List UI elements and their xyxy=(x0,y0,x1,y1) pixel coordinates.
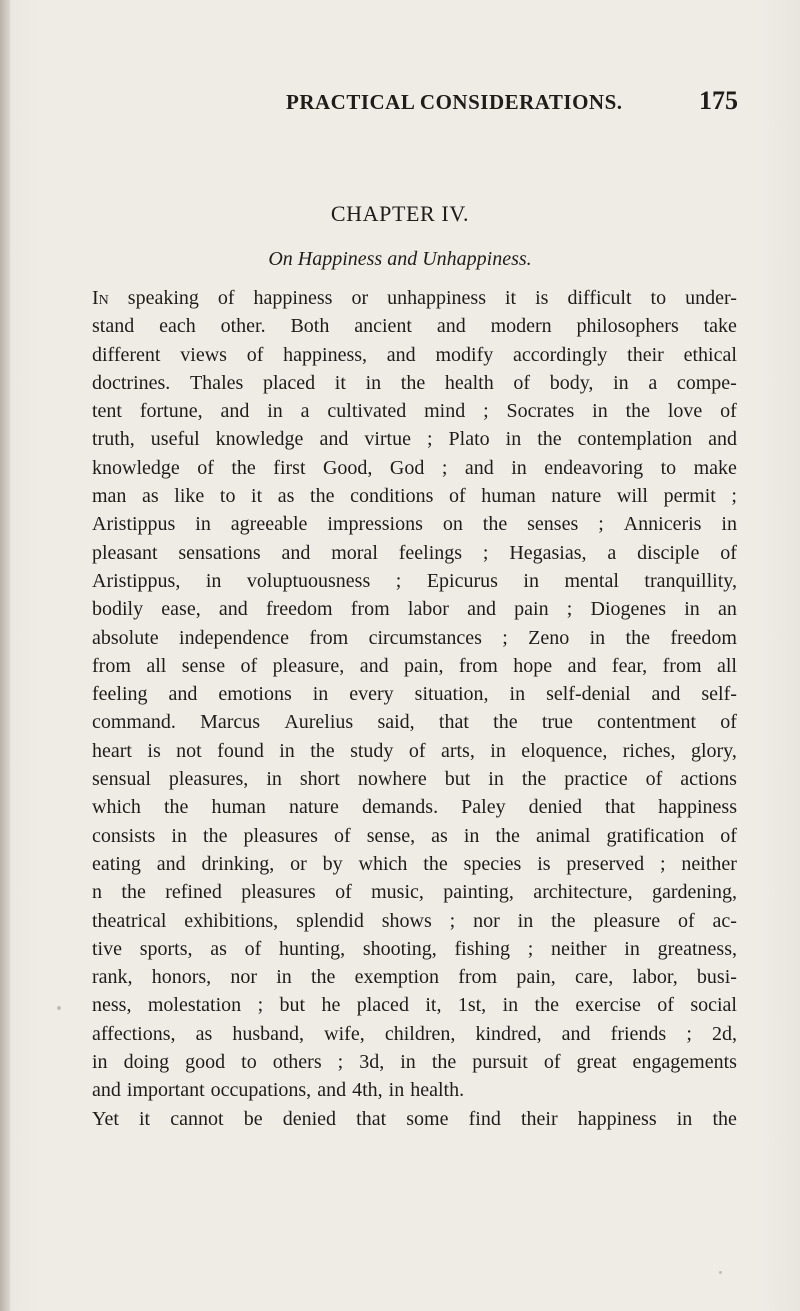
body-line: Yet it cannot be denied that some find their happiness in the xyxy=(92,1107,737,1130)
body-line: heart is not found in the study of arts, in eloquence, riches, glory, xyxy=(92,739,737,762)
body-line: tive sports, as of hunting, shooting, fishing ; neither in greatness, xyxy=(92,937,737,960)
body-line: eating and drinking, or by which the species is preserved ; neither xyxy=(92,852,737,875)
body-line: man as like to it as the conditions of human nature will permit ; xyxy=(92,485,737,508)
body-line: rank, honors, nor in the exemption from pain, care, labor, busi- xyxy=(92,966,737,989)
body-line: consists in the pleasures of sense, as in the animal gratification of xyxy=(92,824,737,847)
page-gutter-shadow xyxy=(0,0,10,1311)
body-line: truth, useful knowledge and virtue ; Plato in the contemplation and xyxy=(92,428,737,451)
body-line: doctrines. Thales placed it in the health of body, in a compe- xyxy=(92,371,737,394)
body-line: in doing good to others ; 3d, in the pursuit of great engagements xyxy=(92,1051,737,1074)
body-line: different views of happiness, and modify accordingly their ethical xyxy=(92,343,737,366)
body-line: command. Marcus Aurelius said, that the true contentment of xyxy=(92,711,737,734)
body-line: affections, as husband, wife, children, kindred, and friends ; 2d, xyxy=(92,1022,737,1045)
body-line: bodily ease, and freedom from labor and pain ; Diogenes in an xyxy=(92,598,737,621)
running-head xyxy=(286,86,738,126)
body-line: tent fortune, and in a cultivated mind ; Socrates in the love of xyxy=(92,400,737,423)
body-line: which the human nature demands. Paley denied that happiness xyxy=(92,796,737,819)
body-line: sensual pleasures, in short nowhere but in the practice of actions xyxy=(92,768,737,791)
body-text xyxy=(92,284,737,1133)
body-line: Aristippus, in voluptuousness ; Epicurus in mental tranquillity, xyxy=(92,569,737,592)
body-line: from all sense of pleasure, and pain, from hope and fear, from all xyxy=(92,654,737,677)
body-line: absolute independence from circumstances ; Zeno in the freedom xyxy=(92,626,737,649)
body-line: and important occupations, and 4th, in health. xyxy=(92,1079,465,1102)
paper-speck xyxy=(57,1006,61,1010)
body-line: pleasant sensations and moral feelings ; Hegasias, a disciple of xyxy=(92,541,737,564)
body-line: Aristippus in agreeable impressions on the senses ; Anniceris in xyxy=(92,513,737,536)
running-head-title: PRACTICAL CONSIDERATIONS. xyxy=(286,90,623,114)
chapter-heading: CHAPTER IV. xyxy=(330,201,470,226)
body-line: knowledge of the first Good, God ; and in endeavoring to make xyxy=(92,456,737,479)
page-number: 175 xyxy=(699,86,738,115)
paper-speck xyxy=(719,1271,722,1274)
chapter-subtitle: On Happiness and Unhappiness. xyxy=(268,248,532,270)
body-line: ness, molestation ; but he placed it, 1st, in the exercise of social xyxy=(92,994,737,1017)
body-line: n the refined pleasures of music, painting, architecture, gardening, xyxy=(92,881,737,904)
body-line: In speaking of happiness or unhappiness it is difficult to under- xyxy=(92,287,737,309)
body-line: feeling and emotions in every situation, in self-denial and self- xyxy=(92,683,737,706)
body-line: theatrical exhibitions, splendid shows ; nor in the pleasure of ac- xyxy=(92,909,737,932)
body-line: stand each other. Both ancient and modern philosophers take xyxy=(92,315,737,338)
